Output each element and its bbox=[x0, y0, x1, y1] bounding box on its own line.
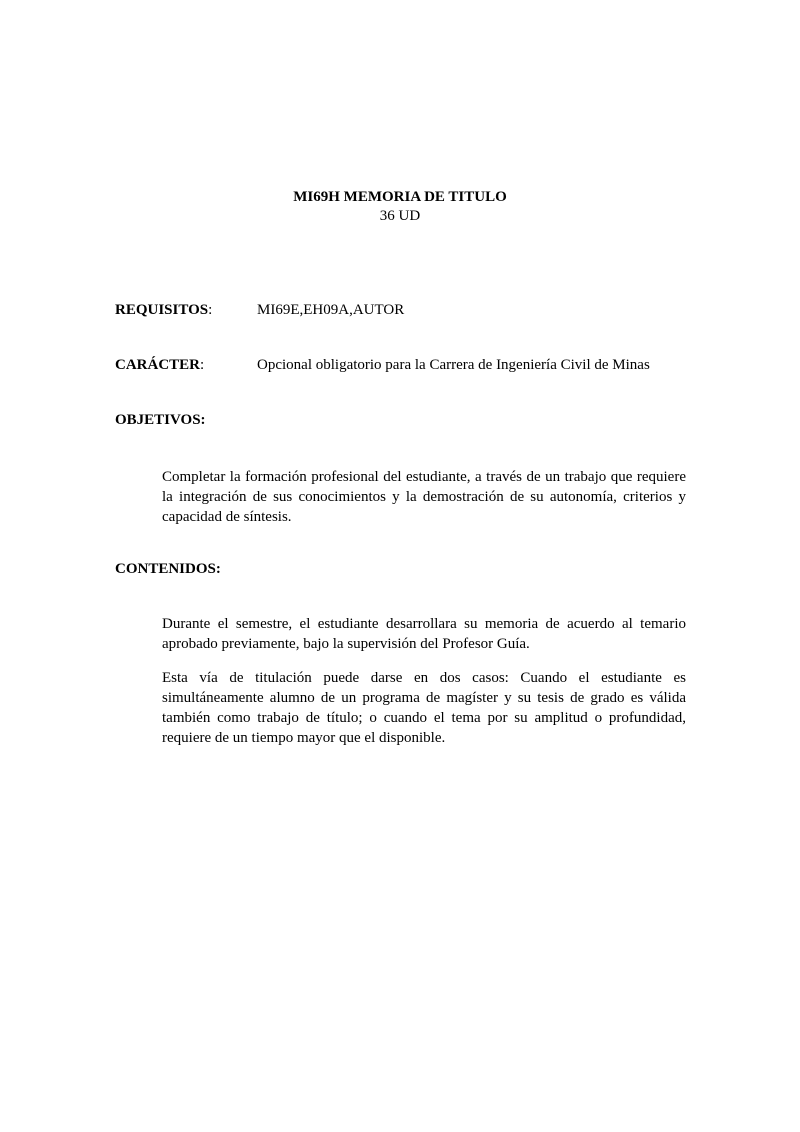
caracter-label bbox=[115, 356, 204, 374]
contenidos-paragraph-1: Durante el semestre, el estudiante desarrollara su memoria de acuerdo al temario aprobado previamente, bajo la supervisión del Profesor Guía. bbox=[162, 616, 686, 652]
course-title: MI69H MEMORIA DE TITULO bbox=[293, 189, 507, 205]
caracter-value: Opcional obligatorio para la Carrera de Ingeniería Civil de Minas bbox=[257, 357, 650, 373]
objetivos-paragraph: Completar la formación profesional del estudiante, a través de un trabajo que requiere la integración de sus conocimientos y la demostración de su autonomía, criterios y capacidad de síntesis. bbox=[162, 469, 686, 525]
contenidos-paragraph-2: Esta vía de titulación puede darse en dos casos: Cuando el estudiante es simultáneamente alumno de un programa de magíster y su tesis de grado es válida también como trabajo de título; o cuando el tema por su amplitud o profundidad, requiere de un tiempo mayor que el disponible. bbox=[162, 670, 686, 746]
contenidos-heading: CONTENIDOS: bbox=[115, 561, 221, 577]
caracter-colon: : bbox=[200, 357, 205, 373]
objetivos-heading: OBJETIVOS: bbox=[115, 412, 206, 428]
requisitos-label-text: REQUISITOS bbox=[115, 302, 209, 318]
course-units: 36 UD bbox=[379, 208, 421, 224]
requisitos-label bbox=[115, 301, 212, 319]
requisitos-colon: : bbox=[208, 302, 213, 318]
requisitos-value: MI69E,EH09A,AUTOR bbox=[257, 302, 405, 318]
caracter-label-text: CARÁCTER bbox=[115, 357, 201, 373]
